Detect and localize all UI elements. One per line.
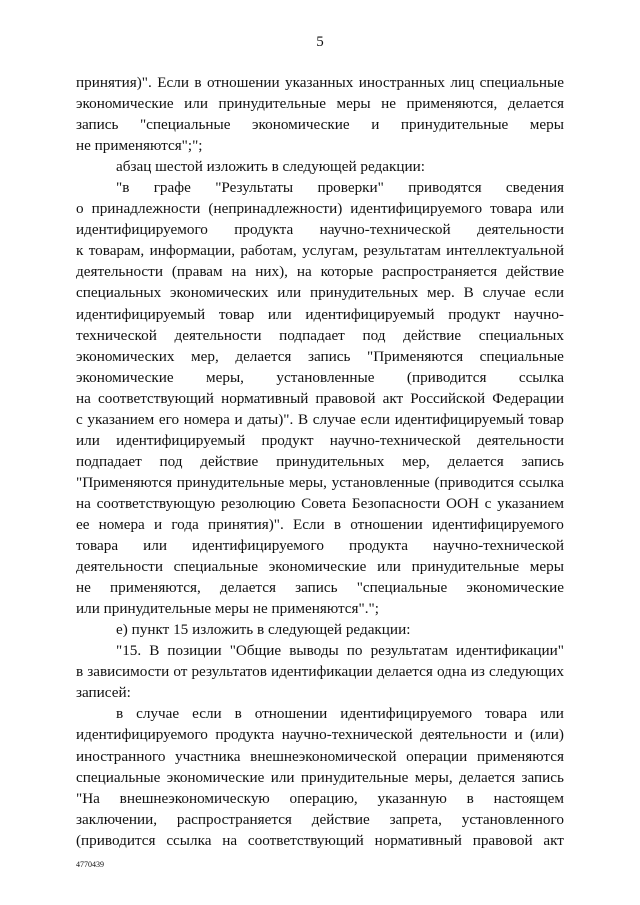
text-word: указанием xyxy=(87,410,155,428)
text-word: е) xyxy=(116,621,132,639)
text-word: принятия)". xyxy=(207,515,284,533)
text-line xyxy=(76,809,564,830)
text-word: под xyxy=(362,326,386,344)
text-word: В xyxy=(463,284,474,302)
text-word: лиц xyxy=(450,74,475,91)
text-word: ООН xyxy=(446,494,479,512)
text-line xyxy=(76,304,564,325)
text-line xyxy=(76,219,564,240)
text-word: не xyxy=(381,95,397,113)
text-word: если xyxy=(534,284,564,302)
text-word: специальные xyxy=(173,558,258,576)
text-line xyxy=(76,493,564,514)
text-word: ее xyxy=(76,515,90,533)
text-word: научно- xyxy=(513,305,564,323)
text-word: мер, xyxy=(191,347,219,365)
text-word: или xyxy=(540,200,564,218)
text-word: экономические xyxy=(252,116,350,134)
text-word: на xyxy=(76,494,91,512)
text-word: меры xyxy=(529,558,564,576)
text-word: или xyxy=(184,95,208,113)
text-word: операции xyxy=(406,747,468,765)
text-word: на xyxy=(231,263,247,281)
text-word: принудительных xyxy=(276,452,385,470)
text-word: "Результаты xyxy=(215,179,294,197)
text-line xyxy=(76,177,564,198)
text-word: или xyxy=(377,558,401,576)
text-word: по xyxy=(346,642,363,660)
text-word: с xyxy=(76,410,83,428)
text-word: графе xyxy=(153,179,191,197)
text-word: экономических xyxy=(76,347,175,365)
text-word: запрета, xyxy=(389,810,442,828)
text-word: на xyxy=(222,831,238,849)
text-line xyxy=(76,261,564,282)
text-line xyxy=(76,114,564,135)
text-word: если xyxy=(360,410,391,428)
text-line xyxy=(76,556,564,577)
text-line xyxy=(76,661,564,682)
text-word: нормативный xyxy=(221,389,309,407)
text-word: выводы xyxy=(289,642,339,660)
text-word: результатам xyxy=(363,242,441,260)
text-line xyxy=(76,472,564,493)
text-word: соответствующий xyxy=(98,389,214,407)
text-word: установленного xyxy=(461,810,564,828)
text-word: акт xyxy=(382,389,404,407)
text-word: делается xyxy=(459,768,516,786)
text-word: к xyxy=(76,242,84,260)
text-word: действие xyxy=(403,326,462,344)
text-word: заключении, xyxy=(76,810,158,828)
text-word: из xyxy=(470,663,485,681)
text-word: экономические xyxy=(466,579,564,597)
text-line xyxy=(76,746,564,767)
text-word: деятельности xyxy=(477,221,564,239)
text-word: применяются";"; xyxy=(94,137,203,155)
text-word: товара xyxy=(490,200,533,218)
text-word: записей: xyxy=(76,684,131,702)
text-word: принудительные xyxy=(411,558,520,576)
text-word: приводятся xyxy=(408,179,482,197)
text-word: применяются, xyxy=(109,579,201,597)
text-word: не xyxy=(76,579,91,597)
text-word: информации, xyxy=(149,242,236,260)
text-word: или xyxy=(143,537,167,555)
text-word: следующей xyxy=(267,621,346,639)
text-word: случае xyxy=(312,410,356,428)
text-word: результатам xyxy=(370,642,448,660)
document-code: 4770439 xyxy=(76,860,104,869)
text-word: технической xyxy=(76,326,157,344)
text-word: экономические xyxy=(166,768,265,786)
text-word: номера xyxy=(183,410,230,428)
text-word: редакции: xyxy=(360,158,426,176)
text-word: распространяется xyxy=(382,263,498,281)
text-word: товар xyxy=(218,305,255,323)
text-word: идентифицируемый xyxy=(116,431,246,449)
text-word: идентифицируемый xyxy=(76,305,206,323)
text-word: установленные xyxy=(276,368,375,386)
text-word: товара xyxy=(485,705,528,723)
text-line xyxy=(76,430,564,451)
text-word: (приводится xyxy=(406,368,487,386)
text-word: абзац xyxy=(116,158,156,176)
text-line xyxy=(76,135,564,156)
text-word: Совета xyxy=(301,494,347,512)
text-word: (непринадлежности) xyxy=(208,200,343,218)
text-line xyxy=(76,703,564,724)
text-word: "в xyxy=(116,179,130,197)
text-word: идентифицируемого xyxy=(76,726,208,744)
text-word: операцию, xyxy=(289,789,358,807)
text-word: или xyxy=(76,600,104,618)
text-word: правовой xyxy=(315,389,376,407)
text-word: в xyxy=(271,158,283,176)
text-word: товара xyxy=(76,537,119,555)
text-line xyxy=(76,367,564,388)
text-word: если xyxy=(192,705,222,723)
text-word: или xyxy=(270,768,295,786)
text-word: идентификации" xyxy=(456,642,564,660)
text-word: идентифицируемый xyxy=(305,305,435,323)
text-word: меры, xyxy=(206,368,244,386)
text-line xyxy=(76,409,564,430)
text-word: услугам, xyxy=(302,242,359,260)
text-word: установленные xyxy=(331,473,430,491)
text-word: принудительных xyxy=(309,284,419,302)
text-word: пункт xyxy=(131,621,174,639)
text-word: и xyxy=(234,410,243,428)
text-line xyxy=(76,72,564,93)
text-word: идентификации xyxy=(270,663,373,681)
text-word: соответствующую xyxy=(96,494,216,512)
text-word: Федерации xyxy=(492,389,564,407)
text-word: Безопасности xyxy=(351,494,441,512)
text-word: проверки" xyxy=(317,179,384,197)
text-word: продукта xyxy=(349,537,408,555)
text-word: или xyxy=(76,431,100,449)
text-word: случае xyxy=(136,705,180,723)
text-word: его xyxy=(158,410,180,428)
text-word: отношении xyxy=(254,705,328,723)
text-word: в xyxy=(194,74,202,91)
text-word: которые xyxy=(320,263,374,281)
text-word: не xyxy=(252,600,272,618)
text-word: экономические xyxy=(76,95,174,113)
text-word: меры, xyxy=(414,768,453,786)
text-word: или xyxy=(277,284,302,302)
text-word: Если xyxy=(292,515,325,533)
text-word: Если xyxy=(157,74,189,91)
text-word: запись xyxy=(307,347,351,365)
text-word: не xyxy=(76,137,95,155)
text-word: в xyxy=(256,621,268,639)
text-word: меры xyxy=(529,116,564,134)
text-word: В xyxy=(149,642,160,660)
text-word: идентифицируемого xyxy=(432,515,564,533)
text-word: и xyxy=(371,116,380,134)
text-word: "Применяются xyxy=(367,347,464,365)
text-word: правовой xyxy=(472,831,533,849)
text-word: подпадает xyxy=(279,326,345,344)
text-word: указанных xyxy=(285,74,354,91)
text-word: научно-технической xyxy=(319,221,451,239)
text-word: указанную xyxy=(377,789,447,807)
text-word: принудительные xyxy=(400,116,509,134)
text-line xyxy=(76,240,564,261)
text-word: продукта xyxy=(234,221,294,239)
text-line xyxy=(76,388,564,409)
page-number: 5 xyxy=(316,34,324,50)
text-word: в xyxy=(234,705,242,723)
text-word: научно-технической xyxy=(433,537,564,555)
text-word: делается xyxy=(507,95,564,113)
text-word: товар xyxy=(528,410,564,428)
text-word: ссылка xyxy=(166,831,212,849)
text-word: даты)". xyxy=(247,410,294,428)
text-word: идентифицируемого xyxy=(350,200,483,218)
text-word: Российской xyxy=(410,389,486,407)
text-word: отношении xyxy=(350,515,423,533)
text-word: (правам xyxy=(171,263,223,281)
text-word: деятельности xyxy=(174,326,262,344)
text-word: распространяется xyxy=(176,810,292,828)
text-word: 15 xyxy=(173,621,193,639)
text-word: или xyxy=(267,305,292,323)
text-word: зависимости xyxy=(87,663,170,681)
text-line xyxy=(76,830,564,851)
text-word: в xyxy=(116,705,124,723)
text-word: на xyxy=(296,263,312,281)
text-word: делается xyxy=(376,663,433,681)
text-word: идентифицируемого xyxy=(192,537,324,555)
text-word: запись xyxy=(521,452,564,470)
text-word: ссылка xyxy=(518,368,564,386)
text-word: деятельности xyxy=(477,431,564,449)
text-word: акт xyxy=(543,831,564,849)
text-word: (или) xyxy=(530,726,564,744)
text-word: под xyxy=(159,452,183,470)
text-word: в xyxy=(333,515,342,533)
text-word: действие xyxy=(200,452,259,470)
text-word: принудительные xyxy=(103,600,215,618)
text-line xyxy=(76,724,564,745)
text-word: мер, xyxy=(402,452,430,470)
text-word: внешнеэкономической xyxy=(250,747,397,765)
text-word: "специальные xyxy=(356,579,448,597)
text-word: них), xyxy=(255,263,288,281)
text-line xyxy=(76,93,564,114)
text-line xyxy=(76,640,564,661)
text-line xyxy=(76,451,564,472)
text-word: принудительные xyxy=(176,473,285,491)
text-word: запись xyxy=(295,579,338,597)
text-word: позиции xyxy=(167,642,222,660)
text-word: действие xyxy=(505,263,564,281)
text-line xyxy=(76,788,564,809)
text-word: идентифицируемый xyxy=(394,410,524,428)
text-line xyxy=(76,577,564,598)
text-word: в xyxy=(76,663,84,681)
text-word: экономических xyxy=(169,284,269,302)
text-word: принудительные xyxy=(300,768,409,786)
text-word: "специальные xyxy=(139,116,231,134)
text-word: делается xyxy=(219,579,276,597)
text-line xyxy=(76,198,564,219)
text-word: применяются, xyxy=(406,95,498,113)
text-word: редакции: xyxy=(345,621,411,639)
text-word: деятельности xyxy=(76,263,163,281)
text-word: интеллектуальной xyxy=(446,242,564,260)
text-line xyxy=(76,156,564,177)
text-word: настоящем xyxy=(493,789,564,807)
text-word: специальные xyxy=(479,347,564,365)
text-word: продукт xyxy=(261,431,314,449)
document-body xyxy=(76,72,564,851)
text-word: меры, xyxy=(288,473,327,491)
text-word: научно-технической xyxy=(329,431,461,449)
text-line xyxy=(76,598,564,619)
text-line xyxy=(76,767,564,788)
text-word: делается xyxy=(447,452,504,470)
text-word: принятия)". xyxy=(76,74,152,91)
text-word: с xyxy=(484,494,492,512)
text-word: "15. xyxy=(116,642,142,660)
text-word: сведения xyxy=(505,179,564,197)
text-word: меры xyxy=(214,600,253,618)
text-word: специальных xyxy=(478,326,564,344)
text-word: деятельности xyxy=(420,726,508,744)
text-word: мер. xyxy=(427,284,455,302)
text-word: делается xyxy=(235,347,292,365)
text-word: В xyxy=(297,410,309,428)
text-word: продукт xyxy=(448,305,501,323)
text-word: изложить xyxy=(192,621,257,639)
text-word: и xyxy=(514,726,523,744)
text-word: иностранных xyxy=(358,74,445,91)
text-word: экономические xyxy=(268,558,367,576)
text-word: иностранного xyxy=(76,747,166,765)
text-word: применяются xyxy=(476,747,564,765)
text-word: "Общие xyxy=(229,642,282,660)
text-word: соответствующий xyxy=(247,831,364,849)
text-word: участника xyxy=(175,747,241,765)
text-word: меры xyxy=(336,95,371,113)
text-word: работам, xyxy=(240,242,297,260)
text-line xyxy=(76,514,564,535)
text-word: (приводится xyxy=(434,473,515,491)
text-line xyxy=(76,682,564,703)
text-word: внешнеэкономическую xyxy=(119,789,270,807)
text-word: случае xyxy=(482,284,526,302)
text-word: "На xyxy=(76,789,100,807)
text-word: (приводится xyxy=(76,831,156,849)
text-line xyxy=(76,346,564,367)
text-word: научно-технической xyxy=(281,726,413,744)
text-word: изложить xyxy=(206,158,272,176)
text-word: от xyxy=(173,663,188,681)
text-word: указанием xyxy=(497,494,564,512)
text-word: отношении xyxy=(207,74,280,91)
text-word: запись xyxy=(76,116,119,134)
text-word: нормативный xyxy=(374,831,462,849)
text-word: следующей xyxy=(282,158,361,176)
text-word: резолюцию xyxy=(220,494,296,512)
text-line xyxy=(76,619,564,640)
text-word: специальные xyxy=(479,74,564,91)
text-word: идентифицируемого xyxy=(340,705,473,723)
text-word: запись xyxy=(521,768,564,786)
text-word: или xyxy=(540,705,564,723)
text-word: в xyxy=(466,789,474,807)
text-word: и xyxy=(153,515,163,533)
text-word: года xyxy=(171,515,199,533)
text-word: идентифицируемого xyxy=(76,221,208,239)
text-word: номера xyxy=(98,515,145,533)
text-word: специальных xyxy=(76,284,162,302)
text-word: действие xyxy=(311,810,370,828)
text-word: о xyxy=(76,200,84,218)
text-word: принадлежности xyxy=(91,200,201,218)
text-word: товарам, xyxy=(88,242,145,260)
text-word: деятельности xyxy=(76,558,163,576)
text-word: применяются"."; xyxy=(271,600,379,618)
text-word: следующих xyxy=(489,663,564,681)
text-line xyxy=(76,325,564,346)
text-word: экономические xyxy=(76,368,174,386)
text-word: одна xyxy=(436,663,467,681)
text-word: на xyxy=(76,389,91,407)
text-word: результатов xyxy=(191,663,267,681)
text-word: продукта xyxy=(215,726,275,744)
text-word: ссылка xyxy=(518,473,564,491)
text-word: подпадает xyxy=(76,452,142,470)
text-word: принудительные xyxy=(218,95,326,113)
text-line xyxy=(76,535,564,556)
text-word: "Применяются xyxy=(76,473,173,491)
text-word: специальные xyxy=(76,768,161,786)
text-word: шестой xyxy=(155,158,207,176)
text-line xyxy=(76,282,564,303)
